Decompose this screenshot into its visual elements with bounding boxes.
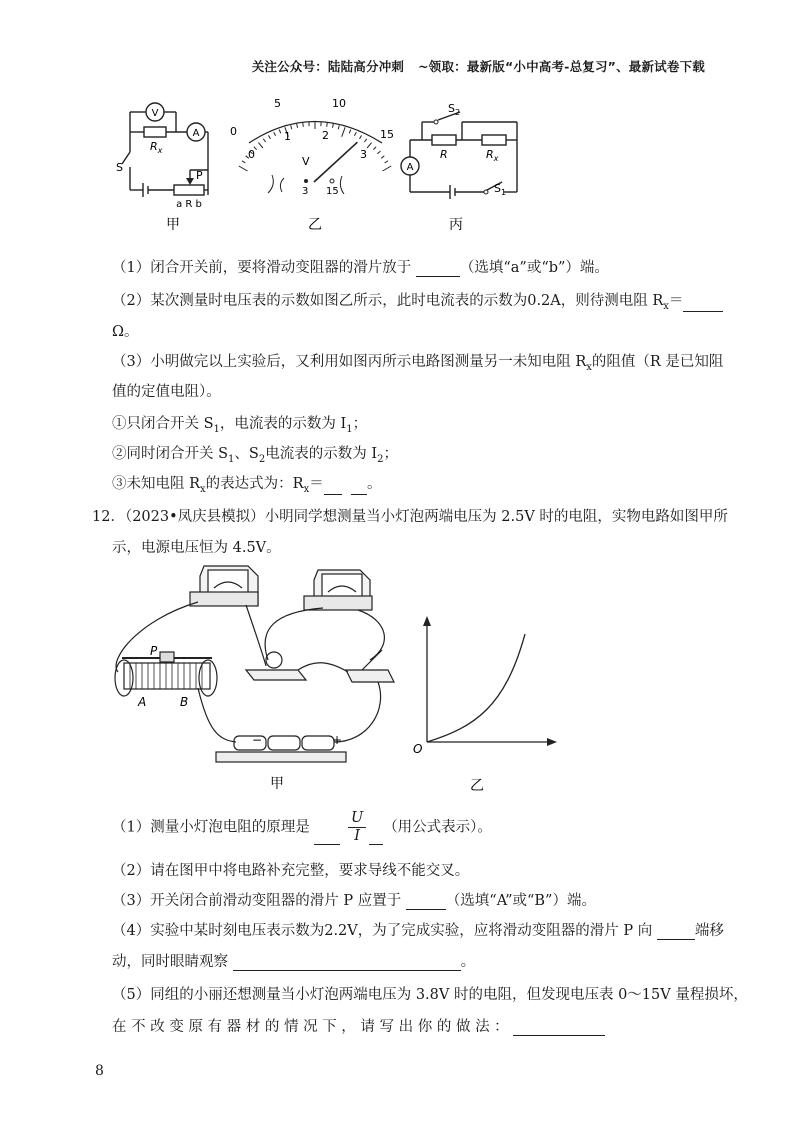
q12-part2: （2）请在图甲中将电路补充完整，要求导线不能交叉。	[112, 863, 470, 879]
rheostat-b-label: B	[180, 695, 189, 709]
q12-part1-blank-b[interactable]	[369, 828, 383, 845]
header-account: 关注公众号：陆陆高分冲刺	[251, 59, 405, 74]
outer-tick-10: 10	[332, 97, 346, 110]
dial-tick	[303, 123, 304, 127]
voltmeter-label: V	[151, 108, 159, 119]
dial-tick	[385, 161, 388, 163]
dial-tick	[349, 130, 351, 134]
q12-part1: （1）测量小灯泡电阻的原理是 $\frac{U}{I}$ （用公式表示）。	[112, 810, 492, 844]
dial-tick	[342, 127, 345, 136]
q12-part4-line2: 动，同时眼睛观察 。	[112, 954, 476, 970]
page-number: 8	[95, 1063, 104, 1079]
dial-tick	[268, 135, 270, 138]
switch-label: S	[116, 161, 123, 174]
q12-part3: （3）开关闭合前滑动变阻器的滑片 P 应置于 （选填“A”或“B”）端。	[112, 893, 596, 909]
q12-part3-blank[interactable]	[406, 893, 446, 910]
q11-step2: ②同时闭合开关 $S_1$、$S_2$电流表的示数为 $I_2$；	[112, 446, 398, 465]
q11-step3-blank-b[interactable]	[351, 478, 367, 495]
bing-s2-label: $S_2$	[448, 102, 461, 117]
dial-tick	[274, 132, 276, 136]
dial-tick	[367, 143, 372, 148]
bing-r-label: R	[440, 148, 448, 161]
dial-tick	[239, 166, 248, 171]
q12-part5-line1: （5）同组的小丽还想测量当小灯泡两端电压为 3.8V 时的电阻，但发现电压表 0～15V 量程损坏，	[112, 987, 748, 1003]
q11-part2-unit: Ω。	[112, 324, 139, 340]
q12-part4-blank-a[interactable]	[657, 923, 695, 940]
outer-tick-15: 15	[380, 128, 394, 141]
bing-ammeter-label: A	[406, 162, 414, 173]
q12-part4-blank-b[interactable]	[233, 954, 461, 971]
dial-tick	[297, 124, 298, 128]
ammeter-label: A	[192, 128, 200, 139]
dial-needle	[314, 142, 357, 182]
q12-part5-line2: 在 不 改 变 原 有 器 材 的 情 况 下 ， 请 写 出 你 的 做 法 ：	[112, 1015, 605, 1036]
rx-label: $R_x$	[150, 140, 163, 155]
figure-bing-circuit	[392, 100, 532, 235]
battery-plus: +	[332, 733, 343, 747]
terminal-15: 15	[326, 186, 339, 197]
figure-yi-caption: 乙	[308, 217, 322, 233]
figure-q12-yi-graph	[405, 612, 565, 797]
dial-tick	[364, 139, 366, 142]
dial-tick	[258, 143, 263, 148]
slider-label: P	[196, 169, 203, 182]
q11-part2-blank[interactable]	[683, 295, 723, 312]
q11-part1: （1）闭合开关前，要将滑动变阻器的滑片放于 （选填“a”或“b”）端。	[112, 260, 609, 276]
q12-part1-blank-a[interactable]	[314, 828, 340, 845]
bing-s1-label: $S_1$	[494, 182, 507, 197]
dial-tick	[242, 161, 245, 163]
q12-part1-formula: $\frac{U}{I}$	[348, 810, 366, 845]
rheostat-ends-label: a R b	[176, 199, 202, 210]
dial-tick	[263, 139, 265, 142]
page-header	[252, 57, 705, 75]
dial-tick	[291, 125, 292, 129]
q11-part3-line1: （3）小明做完以上实验后，又利用如图丙所示电路图测量另一未知电阻 $R_x$的阻值（R 是已知阻	[112, 354, 724, 373]
dial-tick	[327, 123, 328, 127]
q12-part4-line1: （4）实验中某时刻电压表示数为2.2V，为了完成实验，应将滑动变阻器的滑片 P 向 端移	[112, 923, 724, 939]
q11-step3-blank-a[interactable]	[324, 478, 342, 495]
inner-tick-1: 1	[284, 130, 291, 143]
dial-tick	[338, 125, 339, 129]
q11-part3-line2: 值的定值电阻）。	[112, 384, 221, 400]
figure-jia-caption: 甲	[166, 217, 180, 233]
rheostat-p-label: P	[150, 644, 158, 658]
q12-intro-line1: 12．（2023•凤庆县模拟）小明同学想测量当小灯泡两端电压为 2.5V 时的电阻，实物电路如图甲所	[92, 509, 728, 525]
q12-part5-blank[interactable]	[513, 1019, 605, 1036]
dial-tick	[373, 147, 376, 150]
q12-figure-yi-caption: 乙	[470, 778, 484, 794]
inner-tick-0: 0	[248, 148, 255, 161]
figure-jia-circuit	[108, 95, 218, 235]
dial-tick	[354, 132, 356, 136]
q11-part1-blank[interactable]	[416, 260, 460, 277]
outer-tick-0: 0	[230, 125, 237, 138]
figure-q12-jia-apparatus	[108, 560, 408, 800]
dial-unit: V	[302, 155, 310, 168]
dial-tick	[383, 166, 392, 171]
q11-step1: ①只闭合开关 $S_1$，电流表的示数为 $I_1$；	[112, 416, 368, 435]
header-promo: ~领取：最新版“小中高考-总复习”、最新试卷下载	[418, 59, 705, 74]
q12-figure-jia-caption: 甲	[270, 776, 284, 792]
outer-tick-5: 5	[274, 97, 281, 110]
dial-tick	[279, 130, 281, 134]
bing-rx-label: $R_x$	[486, 148, 499, 163]
inner-tick-3: 3	[360, 148, 367, 161]
terminal-3: 3	[302, 186, 309, 197]
q11-part2: （2）某次测量时电压表的示数如图乙所示，此时电流表的示数为0.2A，则待测电阻 $R_x=$	[112, 289, 723, 312]
figure-yi-dial	[222, 90, 407, 235]
q11-step3: ③未知电阻 $R_x$的表达式为：$R_x=$ 。	[112, 476, 382, 495]
battery-minus: −	[252, 733, 263, 747]
dial-tick	[377, 151, 380, 154]
graph-origin-label: O	[413, 742, 423, 756]
figure-bing-caption: 丙	[449, 217, 463, 233]
dial-tick	[381, 156, 384, 159]
dial-tick	[360, 135, 362, 138]
inner-tick-2: 2	[322, 129, 329, 142]
dial-tick	[333, 124, 334, 128]
rheostat-a-label: A	[138, 695, 147, 709]
q12-intro-line2: 示，电源电压恒为 4.5V。	[112, 540, 281, 556]
